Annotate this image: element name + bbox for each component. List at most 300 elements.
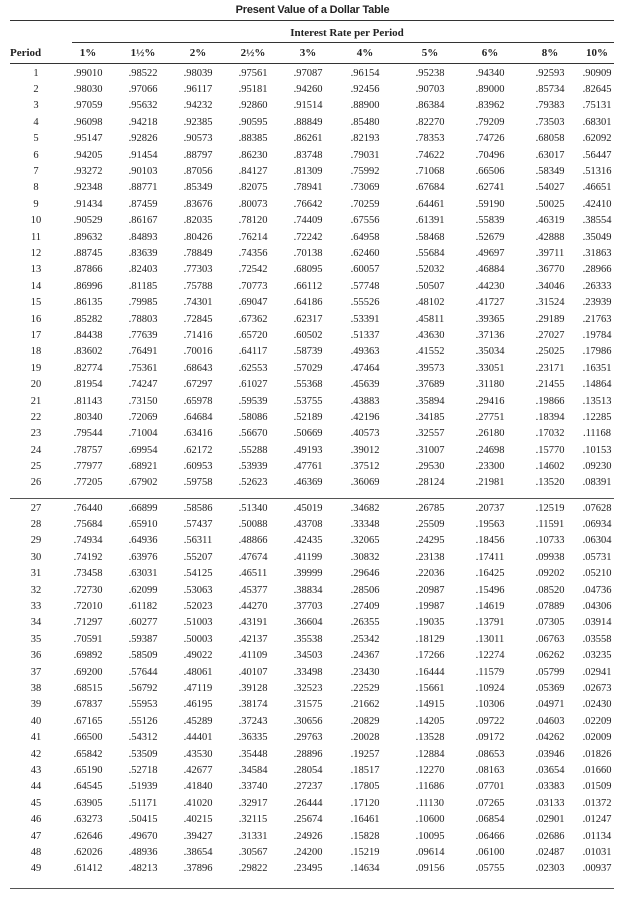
value-cell: .05799 (535, 666, 565, 678)
value-cell: .96117 (183, 84, 213, 96)
value-cell: .01134 (582, 830, 612, 842)
value-cell: .67902 (128, 477, 158, 489)
value-cell: .35034 (475, 346, 505, 358)
value-cell: .03946 (535, 748, 565, 760)
value-cell: .72730 (73, 584, 103, 596)
value-cell: .23138 (415, 551, 445, 563)
value-cell: .04971 (535, 699, 565, 711)
value-cell: .85734 (535, 84, 565, 96)
value-cell: .18456 (475, 535, 505, 547)
value-cell: .19257 (350, 748, 380, 760)
value-cell: .48936 (128, 846, 158, 858)
value-cell: .59539 (238, 395, 268, 407)
value-cell: .05731 (582, 551, 612, 563)
period-cell: 35 (30, 633, 42, 645)
table-row (10, 311, 614, 327)
value-cell: .88900 (350, 100, 380, 112)
table-row (10, 458, 614, 474)
value-cell: .90529 (73, 215, 103, 227)
table-row (10, 648, 614, 664)
table-row (10, 729, 614, 745)
value-cell: .72845 (183, 313, 213, 325)
value-cell: .32917 (238, 797, 268, 809)
value-cell: .53939 (238, 461, 268, 473)
table-row (10, 65, 614, 81)
value-cell: .89632 (73, 231, 103, 243)
table-row (10, 533, 614, 549)
value-cell: .53391 (350, 313, 380, 325)
value-cell: .06934 (582, 519, 612, 531)
value-cell: .75131 (582, 100, 612, 112)
value-cell: .16425 (475, 568, 505, 580)
value-cell: .03133 (535, 797, 565, 809)
table-row (10, 664, 614, 680)
value-cell: .06304 (582, 535, 612, 547)
value-cell: .66500 (73, 732, 103, 744)
value-cell: .26180 (475, 428, 505, 440)
value-cell: .10733 (535, 535, 565, 547)
period-cell: 17 (30, 329, 42, 341)
value-cell: .30832 (350, 551, 380, 563)
value-cell: .48213 (128, 863, 158, 875)
value-cell: .90909 (582, 67, 612, 79)
value-cell: .62741 (475, 182, 505, 194)
value-cell: .31863 (582, 247, 612, 259)
interest-rate-subtitle: Interest Rate per Period (290, 27, 404, 39)
value-cell: .06466 (475, 830, 505, 842)
value-cell: .39711 (535, 247, 565, 259)
value-cell: .98522 (128, 67, 158, 79)
value-cell: .46511 (238, 568, 268, 580)
value-cell: .38834 (293, 584, 323, 596)
value-cell: .74726 (475, 133, 505, 145)
value-cell: .85480 (350, 116, 380, 128)
value-cell: .35049 (582, 231, 612, 243)
value-cell: .02009 (582, 732, 612, 744)
value-cell: .15219 (350, 846, 380, 858)
value-cell: .62646 (73, 830, 103, 842)
value-cell: .43708 (293, 519, 323, 531)
value-cell: .42435 (293, 535, 323, 547)
period-cell: 34 (30, 617, 42, 629)
value-cell: .07628 (582, 502, 612, 514)
value-cell: .86167 (128, 215, 158, 227)
value-cell: .90103 (128, 166, 158, 178)
value-cell: .84127 (238, 166, 268, 178)
table-row (10, 762, 614, 778)
value-cell: .15770 (535, 444, 565, 456)
value-cell: .26444 (293, 797, 323, 809)
value-cell: .94340 (475, 67, 505, 79)
value-cell: .37512 (350, 461, 380, 473)
value-cell: .34185 (415, 411, 445, 423)
value-cell: .32523 (293, 682, 323, 694)
value-cell: .11686 (415, 781, 445, 793)
value-cell: .44270 (238, 601, 268, 613)
value-cell: .84893 (128, 231, 158, 243)
value-cell: .81185 (128, 280, 158, 292)
value-cell: .03558 (582, 633, 612, 645)
value-cell: .31180 (475, 379, 505, 391)
value-cell: .06262 (535, 650, 565, 662)
value-cell: .86996 (73, 280, 103, 292)
value-cell: .75684 (73, 519, 103, 531)
value-cell: .92826 (128, 133, 158, 145)
value-cell: .26785 (415, 502, 445, 514)
value-cell: .01660 (582, 764, 612, 776)
table-row (10, 828, 614, 844)
table-row (10, 861, 614, 877)
value-cell: .17411 (475, 551, 505, 563)
value-cell: .03654 (535, 764, 565, 776)
value-cell: .28124 (415, 477, 445, 489)
value-cell: .39365 (475, 313, 505, 325)
value-cell: .51337 (350, 329, 380, 341)
value-cell: .79031 (350, 149, 380, 161)
value-cell: .17032 (535, 428, 565, 440)
value-cell: .40573 (350, 428, 380, 440)
value-cell: .80340 (73, 411, 103, 423)
value-cell: .64186 (293, 297, 323, 309)
period-cell: 22 (30, 411, 42, 423)
value-cell: .25025 (535, 346, 565, 358)
table-row (10, 475, 614, 491)
value-cell: .00937 (582, 863, 612, 875)
period-cell: 23 (30, 428, 42, 440)
value-cell: .30656 (293, 715, 323, 727)
table-row (10, 409, 614, 425)
value-cell: .96098 (73, 116, 103, 128)
value-cell: .19866 (535, 395, 565, 407)
value-cell: .82645 (582, 84, 612, 96)
value-cell: .56447 (582, 149, 612, 161)
value-cell: .67684 (415, 182, 445, 194)
value-cell: .21662 (350, 699, 380, 711)
value-cell: .62553 (238, 362, 268, 374)
value-cell: .34682 (350, 502, 380, 514)
value-cell: .59190 (475, 198, 505, 210)
value-cell: .96154 (350, 67, 380, 79)
value-cell: .09202 (535, 568, 565, 580)
value-cell: .82035 (183, 215, 213, 227)
value-cell: .76214 (238, 231, 268, 243)
value-cell: .11130 (415, 797, 445, 809)
period-cell: 37 (30, 666, 42, 678)
value-cell: .57437 (183, 519, 213, 531)
value-cell: .18129 (415, 633, 445, 645)
value-cell: .78120 (238, 215, 268, 227)
value-cell: .29530 (415, 461, 445, 473)
value-cell: .62026 (73, 846, 103, 858)
value-cell: .90573 (183, 133, 213, 145)
value-cell: .08653 (475, 748, 505, 760)
value-cell: .60502 (293, 329, 323, 341)
value-cell: .55207 (183, 551, 213, 563)
period-cell: 44 (30, 781, 42, 793)
value-cell: .71297 (73, 617, 103, 629)
value-cell: .90703 (415, 84, 445, 96)
value-cell: .04262 (535, 732, 565, 744)
value-cell: .07265 (475, 797, 505, 809)
table-row (10, 795, 614, 811)
value-cell: .48102 (415, 297, 445, 309)
value-cell: .78941 (293, 182, 323, 194)
value-cell: .10306 (475, 699, 505, 711)
value-cell: .48866 (238, 535, 268, 547)
period-cell: 16 (30, 313, 42, 325)
value-cell: .30567 (238, 846, 268, 858)
value-cell: .75788 (183, 280, 213, 292)
table-row (10, 262, 614, 278)
value-cell: .55288 (238, 444, 268, 456)
value-cell: .54125 (183, 568, 213, 580)
value-cell: .74192 (73, 551, 103, 563)
value-cell: .54312 (128, 732, 158, 744)
value-cell: .10153 (582, 444, 612, 456)
table-row (10, 549, 614, 565)
value-cell: .54027 (535, 182, 565, 194)
value-cell: .33348 (350, 519, 380, 531)
value-cell: .58349 (535, 166, 565, 178)
table-row (10, 442, 614, 458)
value-cell: .13520 (535, 477, 565, 489)
value-cell: .16351 (582, 362, 612, 374)
value-cell: .77977 (73, 461, 103, 473)
value-cell: .97066 (128, 84, 158, 96)
header-rate: 6% (481, 47, 499, 59)
value-cell: .86230 (238, 149, 268, 161)
value-cell: .05369 (535, 682, 565, 694)
value-cell: .13791 (475, 617, 505, 629)
period-cell: 7 (33, 166, 39, 178)
value-cell: .60057 (350, 264, 380, 276)
value-cell: .27237 (293, 781, 323, 793)
value-cell: .78757 (73, 444, 103, 456)
table-body-upper (10, 65, 614, 491)
value-cell: .04736 (582, 584, 612, 596)
value-cell: .49193 (293, 444, 323, 456)
value-cell: .55368 (293, 379, 323, 391)
period-cell: 30 (30, 551, 42, 563)
value-cell: .34046 (535, 280, 565, 292)
value-cell: .77303 (183, 264, 213, 276)
value-cell: .36770 (535, 264, 565, 276)
value-cell: .77205 (73, 477, 103, 489)
value-cell: .63976 (128, 551, 158, 563)
value-cell: .62317 (293, 313, 323, 325)
value-cell: .18394 (535, 411, 565, 423)
value-cell: .41840 (183, 781, 213, 793)
value-cell: .16444 (415, 666, 445, 678)
value-cell: .65720 (238, 329, 268, 341)
value-cell: .56670 (238, 428, 268, 440)
value-cell: .95181 (238, 84, 268, 96)
table-header (10, 20, 614, 64)
value-cell: .24926 (293, 830, 323, 842)
table-row (10, 746, 614, 762)
table-row (10, 376, 614, 392)
value-cell: .41199 (293, 551, 323, 563)
value-cell: .28054 (293, 764, 323, 776)
table-row (10, 631, 614, 647)
value-cell: .45811 (415, 313, 445, 325)
value-cell: .41552 (415, 346, 445, 358)
value-cell: .72069 (128, 411, 158, 423)
period-cell: 2 (33, 84, 39, 96)
period-cell: 21 (30, 395, 42, 407)
value-cell: .46651 (582, 182, 612, 194)
value-cell: .31331 (238, 830, 268, 842)
value-cell: .03383 (535, 781, 565, 793)
value-cell: .14602 (535, 461, 565, 473)
value-cell: .17120 (350, 797, 380, 809)
value-cell: .09614 (415, 846, 445, 858)
value-cell: .47761 (293, 461, 323, 473)
value-cell: .42137 (238, 633, 268, 645)
value-cell: .97059 (73, 100, 103, 112)
value-cell: .38554 (582, 215, 612, 227)
value-cell: .91434 (73, 198, 103, 210)
value-cell: .24200 (293, 846, 323, 858)
value-cell: .05210 (582, 568, 612, 580)
value-cell: .24698 (475, 444, 505, 456)
value-cell: .79383 (535, 100, 565, 112)
value-cell: .84438 (73, 329, 103, 341)
value-cell: .92593 (535, 67, 565, 79)
value-cell: .07889 (535, 601, 565, 613)
value-cell: .52679 (475, 231, 505, 243)
table-row (10, 393, 614, 409)
value-cell: .64117 (238, 346, 268, 358)
value-cell: .73458 (73, 568, 103, 580)
value-cell: .08520 (535, 584, 565, 596)
value-cell: .07305 (535, 617, 565, 629)
value-cell: .60277 (128, 617, 158, 629)
value-cell: .41020 (183, 797, 213, 809)
value-cell: .74356 (238, 247, 268, 259)
value-cell: .66899 (128, 502, 158, 514)
table-row (10, 196, 614, 212)
value-cell: .03235 (582, 650, 612, 662)
value-cell: .42410 (582, 198, 612, 210)
value-cell: .49022 (183, 650, 213, 662)
value-cell: .13513 (582, 395, 612, 407)
value-cell: .46195 (183, 699, 213, 711)
table-row (10, 163, 614, 179)
period-cell: 18 (30, 346, 42, 358)
value-cell: .34584 (238, 764, 268, 776)
value-cell: .24295 (415, 535, 445, 547)
table-row (10, 344, 614, 360)
value-cell: .74622 (415, 149, 445, 161)
value-cell: .35538 (293, 633, 323, 645)
value-cell: .61391 (415, 215, 445, 227)
value-cell: .32115 (238, 814, 268, 826)
table-row (10, 844, 614, 860)
period-cell: 26 (30, 477, 42, 489)
value-cell: .80426 (183, 231, 213, 243)
header-rule (72, 42, 614, 43)
value-cell: .47119 (183, 682, 213, 694)
table-row (10, 779, 614, 795)
value-cell: .09230 (582, 461, 612, 473)
value-cell: .56792 (128, 682, 158, 694)
value-cell: .71004 (128, 428, 158, 440)
value-cell: .51171 (128, 797, 158, 809)
period-cell: 39 (30, 699, 42, 711)
value-cell: .39012 (350, 444, 380, 456)
value-cell: .71068 (415, 166, 445, 178)
value-cell: .69200 (73, 666, 103, 678)
value-cell: .73150 (128, 395, 158, 407)
value-cell: .24367 (350, 650, 380, 662)
value-cell: .82075 (238, 182, 268, 194)
value-cell: .25674 (293, 814, 323, 826)
value-cell: .13011 (475, 633, 505, 645)
value-cell: .79209 (475, 116, 505, 128)
value-cell: .69892 (73, 650, 103, 662)
value-cell: .53755 (293, 395, 323, 407)
value-cell: .12270 (415, 764, 445, 776)
value-cell: .02209 (582, 715, 612, 727)
value-cell: .15661 (415, 682, 445, 694)
value-cell: .26333 (582, 280, 612, 292)
value-cell: .55526 (350, 297, 380, 309)
value-cell: .70496 (475, 149, 505, 161)
period-cell: 10 (30, 215, 42, 227)
value-cell: .66506 (475, 166, 505, 178)
value-cell: .63905 (73, 797, 103, 809)
value-cell: .51340 (238, 502, 268, 514)
value-cell: .09172 (475, 732, 505, 744)
period-cell: 12 (30, 247, 42, 259)
value-cell: .01826 (582, 748, 612, 760)
value-cell: .83602 (73, 346, 103, 358)
value-cell: .64461 (415, 198, 445, 210)
value-cell: .80073 (238, 198, 268, 210)
value-cell: .47464 (350, 362, 380, 374)
value-cell: .39999 (293, 568, 323, 580)
value-cell: .27751 (475, 411, 505, 423)
value-cell: .74301 (183, 297, 213, 309)
value-cell: .82270 (415, 116, 445, 128)
section-divider (10, 498, 614, 499)
value-cell: .20987 (415, 584, 445, 596)
value-cell: .99010 (73, 67, 103, 79)
value-cell: .18517 (350, 764, 380, 776)
value-cell: .01509 (582, 781, 612, 793)
value-cell: .68515 (73, 682, 103, 694)
value-cell: .87056 (183, 166, 213, 178)
value-cell: .95238 (415, 67, 445, 79)
value-cell: .02686 (535, 830, 565, 842)
value-cell: .69047 (238, 297, 268, 309)
period-cell: 49 (30, 863, 42, 875)
value-cell: .34503 (293, 650, 323, 662)
value-cell: .68095 (293, 264, 323, 276)
value-cell: .09938 (535, 551, 565, 563)
value-cell: .73069 (350, 182, 380, 194)
value-cell: .87866 (73, 264, 103, 276)
table-row (10, 131, 614, 147)
value-cell: .62092 (582, 133, 612, 145)
period-cell: 6 (33, 149, 39, 161)
value-cell: .02941 (582, 666, 612, 678)
value-cell: .48061 (183, 666, 213, 678)
value-cell: .70591 (73, 633, 103, 645)
period-cell: 45 (30, 797, 42, 809)
table-row (10, 180, 614, 196)
